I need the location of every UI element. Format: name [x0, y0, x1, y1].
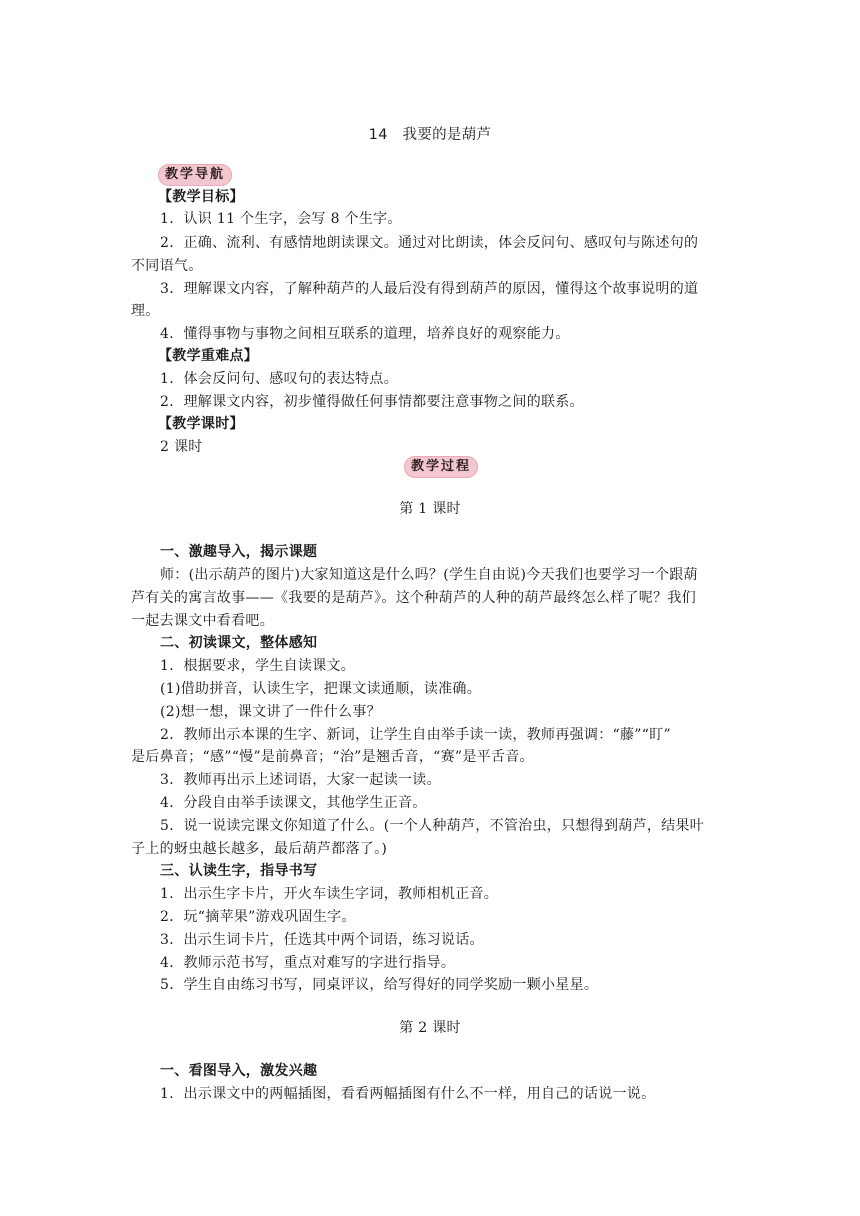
- body-line: 5．学生自由练习书写，同桌评议，给写得好的同学奖励一颗小星星。: [160, 977, 599, 993]
- lesson-1-title: 第 1 课时: [399, 501, 461, 517]
- goal-line: 理。: [131, 303, 160, 319]
- teaching-nav-badge: 教学导航: [158, 164, 232, 186]
- key-point-line: 2．理解课文内容，初步懂得做任何事情都要注意事物之间的联系。: [160, 394, 584, 410]
- goal-line: 1．认识 11 个生字，会写 8 个生字。: [160, 211, 402, 227]
- goal-line: 4．懂得事物与事物之间相互联系的道理，培养良好的观察能力。: [160, 326, 570, 342]
- body-line: 3．出示生词卡片，任选其中两个词语，练习说话。: [160, 932, 484, 948]
- body-line: 1．出示生字卡片，开火车读生字词，教师相机正音。: [160, 886, 499, 902]
- step-heading: 一、激趣导入，揭示课题: [160, 544, 318, 560]
- body-line: 4．分段自由举手读课文，其他学生正音。: [160, 795, 427, 811]
- page-title: 14 我要的是葫芦: [368, 127, 492, 143]
- teaching-process-badge: 教学过程: [404, 456, 478, 478]
- body-line: 1．根据要求，学生自读课文。: [160, 658, 356, 674]
- body-line: 2．教师出示本课的生字、新词，让学生自由举手读一读，教师再强调：“藤”“盯”: [160, 727, 671, 743]
- step-heading: 二、初读课文，整体感知: [160, 635, 318, 651]
- body-line: 一起去课文中看看吧。: [131, 613, 274, 629]
- body-line: 4．教师示范书写，重点对难写的字进行指导。: [160, 955, 456, 971]
- body-line: 师：(出示葫芦的图片)大家知道这是什么吗？(学生自由说)今天我们也要学习一个跟葫: [160, 567, 698, 583]
- key-point-line: 1．体会反问句、感叹句的表达特点。: [160, 371, 399, 387]
- body-line: 子上的蚜虫越长越多，最后葫芦都落了。): [131, 841, 388, 857]
- body-line: 5．说一说读完课文你知道了什么。(一个人种葫芦，不管治虫，只想得到葫芦，结果叶: [160, 818, 705, 834]
- lesson-2-title: 第 2 课时: [399, 1020, 461, 1036]
- goal-line: 3．理解课文内容，了解种葫芦的人最后没有得到葫芦的原因，懂得这个故事说明的道: [160, 281, 699, 297]
- body-line: 3．教师再出示上述词语，大家一起读一读。: [160, 772, 441, 788]
- body-line: 2．玩“摘苹果”游戏巩固生字。: [160, 909, 356, 925]
- body-line: (2)想一想，课文讲了一件什么事？: [160, 704, 381, 720]
- body-line: (1)借助拼音，认读生字，把课文读通顺，读准确。: [160, 681, 482, 697]
- section-heading-goals: 【教学目标】: [158, 189, 244, 205]
- goal-line: 2．正确、流利、有感情地朗读课文。通过对比朗读，体会反问句、感叹句与陈述句的: [160, 235, 699, 251]
- step-heading: 三、认读生字，指导书写: [160, 863, 318, 879]
- goal-line: 不同语气。: [131, 258, 203, 274]
- step-heading: 一、看图导入，激发兴趣: [160, 1063, 318, 1079]
- body-line: 是后鼻音；“感”“慢”是前鼻音；“治”是翘舌音，“赛”是平舌音。: [131, 749, 534, 765]
- section-heading-key-points: 【教学重难点】: [158, 348, 259, 364]
- hours-text: 2 课时: [160, 439, 203, 455]
- body-line: 芦有关的寓言故事——《我要的是葫芦》。这个种葫芦的人种的葫芦最终怎么样了呢？我们: [131, 590, 696, 606]
- section-heading-hours: 【教学课时】: [158, 416, 244, 432]
- body-line: 1．出示课文中的两幅插图，看看两幅插图有什么不一样，用自己的话说一说。: [160, 1086, 656, 1102]
